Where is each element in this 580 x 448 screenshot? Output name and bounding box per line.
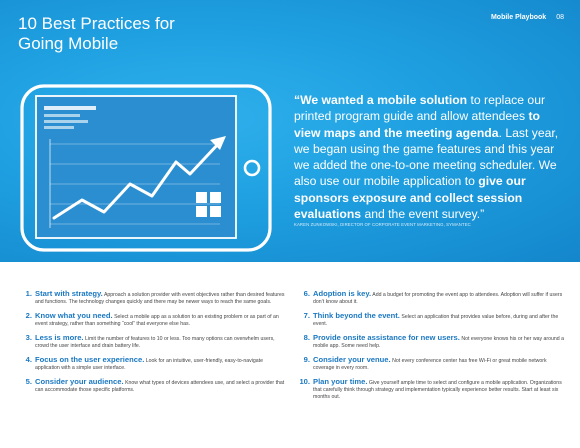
list-item (18, 355, 286, 372)
tip-heading: Adoption is key. (313, 289, 372, 298)
quote-text-1: to replace our printed program guide and allow attendees (294, 93, 546, 124)
tip-heading: Focus on the user experience. (35, 355, 145, 364)
tips-column-left (18, 289, 286, 399)
list-item (296, 289, 564, 306)
quote-text-3: and the event survey.” (361, 207, 485, 222)
tip-heading: Know what you need. (35, 311, 113, 320)
tip-heading: Less is more. (35, 333, 84, 342)
tips-column-right (296, 289, 564, 406)
running-header (491, 14, 564, 21)
quote-attribution: KAREN ZUNKOWSKI, DIRECTOR OF CORPORATE EVENT MARKETING, SYMANTEC (294, 222, 471, 227)
tip-text: Look for an intuitive, user-friendly, easy-to-navigate application with a simple user interface. (35, 358, 264, 371)
list-number: 4. (25, 355, 32, 364)
tip-text: Give yourself ample time to select and configure a mobile application. Organizations that carefully think through strategy and implementation typically experience better results. Start at least six months out. (313, 380, 562, 400)
list-number: 2. (25, 311, 32, 320)
tip-heading: Consider your venue. (313, 355, 391, 364)
tip-text: Approach a solution provider with event objectives rather than desired features and functions. The technology changes quickly and there may be newer ways to reach the same goals. (35, 292, 285, 305)
tip-heading: Think beyond the event. (313, 311, 400, 320)
list-item (296, 311, 564, 328)
quote-bold-3: give our sponsors exposure and collect session evaluations (294, 174, 526, 222)
tip-text: Add a budget for promoting the event app to attendees. Adoption will suffer if users don’t know about it. (313, 292, 563, 305)
list-number: 6. (303, 289, 310, 298)
list-number: 3. (25, 333, 32, 342)
tip-heading: Plan your time. (313, 377, 368, 386)
list-number: 9. (303, 355, 310, 364)
page-number: 08 (556, 14, 564, 21)
list-item (18, 333, 286, 350)
tip-heading: Start with strategy. (35, 289, 103, 298)
tip-text: Not every conference center has free Wi-Fi or great mobile network coverage in every room. (313, 358, 547, 371)
testimonial-quote (294, 92, 562, 222)
list-number: 1. (25, 289, 32, 298)
tip-heading: Provide onsite assistance for new users. (313, 333, 460, 342)
list-number: 5. (25, 377, 32, 386)
section-name: Mobile Playbook (490, 14, 547, 21)
tip-text: Select a mobile app as a solution to an existing problem or as part of an event strategy, rather than something “cool” that everyone else has. (35, 314, 279, 327)
quote-bold-2: to view maps and the meeting agenda (294, 109, 540, 140)
tablet-home-button (245, 161, 259, 175)
title-line-1: 10 Best Practices for (18, 14, 175, 33)
tip-text: Limit the number of features to 10 or less. Too many options can overwhelm users, crowd the user interface and drain battery life. (35, 336, 275, 349)
list-item (18, 377, 286, 394)
list-item (296, 377, 564, 401)
page-title (18, 14, 238, 54)
quote-bold-1: “We wanted a mobile solution (294, 93, 468, 107)
tip-heading: Consider your audience. (35, 377, 124, 386)
list-number: 10. (299, 377, 310, 386)
list-number: 8. (303, 333, 310, 342)
title-line-2: Going Mobile (18, 34, 119, 53)
tip-text: Not everyone knows his or her way around a mobile app. Some need help. (313, 336, 564, 349)
quote-text-2: . Last year, we began using the game features and this year we added the one-to-one meeting scheduler. We also use our mobile application to (294, 125, 559, 189)
list-item (18, 289, 286, 306)
list-number: 7. (303, 311, 310, 320)
tip-text: Select an application that provides value before, during and after the event. (313, 314, 559, 327)
list-item (296, 333, 564, 350)
list-item (296, 355, 564, 372)
tip-text: Know what types of devices attendees use, and select a provider that can accommodate those specific platforms. (35, 380, 285, 393)
list-item (18, 311, 286, 328)
tablet-chart-illustration (20, 84, 272, 252)
